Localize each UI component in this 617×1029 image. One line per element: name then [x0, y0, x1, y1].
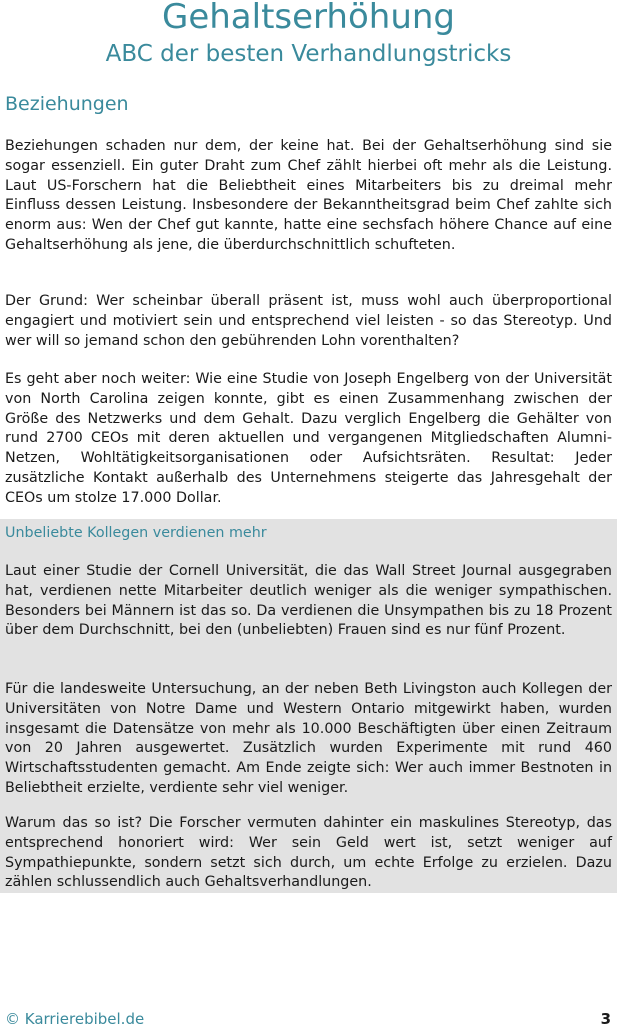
box-paragraph: Warum das so ist? Die Forscher vermuten dahinter ein maskulines Stereotyp, das entsprechend honoriert wird: Wer sein Geld wert ist, setzt weniger auf Sympathiepunkte, sondern setzt sich durch, um echte Erfolge zu erzielen. Dazu zählen schlussendlich auch Gehaltsverhandlungen.	[5, 815, 612, 891]
page-number: 3	[600, 1010, 611, 1028]
body-paragraph: Es geht aber noch weiter: Wie eine Studie von Joseph Engelberg von der Universität von North Carolina zeigen konnte, gibt es einen Zusammenhang zwischen der Größe des Netzwerks und dem Gehalt. Dazu verglich Engelberg die Gehälter von rund 2700 CEOs mit deren aktuellen und vergangenen Mitgliedschaften Alumni-Netzen, Wohltätigkeitsorganisationen oder Aufsichtsräten. Resultat: Jeder zusätzliche Kontakt außerhalb des Unternehmens steigerte das Jahresgehalt der CEOs um stolze 17.000 Dollar.	[5, 371, 612, 506]
box-heading: Unbeliebte Kollegen verdienen mehr	[5, 525, 267, 541]
box-paragraph: Laut einer Studie der Cornell Universität, die das Wall Street Journal ausgegraben hat, verdienen nette Mitarbeiter deutlich weniger als die weniger sympathischen. Besonders bei Männern ist das so. Da verdienen die Unsympathen bis zu 18 Prozent über dem Durchschnitt, bei den (unbeliebten) Frauen sind es nur fünf Prozent.	[5, 563, 612, 639]
footer-source: © Karrierebibel.de	[5, 1010, 145, 1028]
body-paragraph: Beziehungen schaden nur dem, der keine hat. Bei der Gehaltserhöhung sind sie sogar essenziell. Ein guter Draht zum Chef zählt hierbei oft mehr als die Leistung. Laut US-Forschern hat die Beliebtheit eines Mitarbeiters bis zu dreimal mehr Einfluss dessen Leistung. Insbesondere der Bekanntheitsgrad beim Chef zahlte sich enorm aus: Wen der Chef gut kannte, hatte eine sechsfach höhere Chance auf eine Gehaltserhöhung als jene, die überdurchschnittlich schufteten.	[5, 138, 612, 253]
body-paragraph: Der Grund: Wer scheinbar überall präsent ist, muss wohl auch überproportional engagiert und motiviert sein und entsprechend viel leisten - so das Stereotyp. Und wer will so jemand schon den gebührenden Lohn vorenthalten?	[5, 293, 612, 349]
page-title: Gehaltserhöhung	[161, 0, 456, 37]
section-heading: Beziehungen	[5, 93, 129, 115]
page-subtitle: ABC der besten Verhandlungstricks	[105, 41, 512, 67]
box-paragraph: Für die landesweite Untersuchung, an der neben Beth Livingston auch Kollegen der Universitäten von Notre Dame und Western Ontario mitgewirkt haben, wurden insgesamt die Datensätze von mehr als 10.000 Beschäftigten über einen Zeitraum von 20 Jahren ausgewertet. Zusätzlich wurden Experimente mit rund 460 Wirtschaftsstudenten gemacht. Am Ende zeigte sich: Wer auch immer Bestnoten in Beliebtheit erzielte, verdiente sehr viel weniger.	[5, 681, 612, 796]
